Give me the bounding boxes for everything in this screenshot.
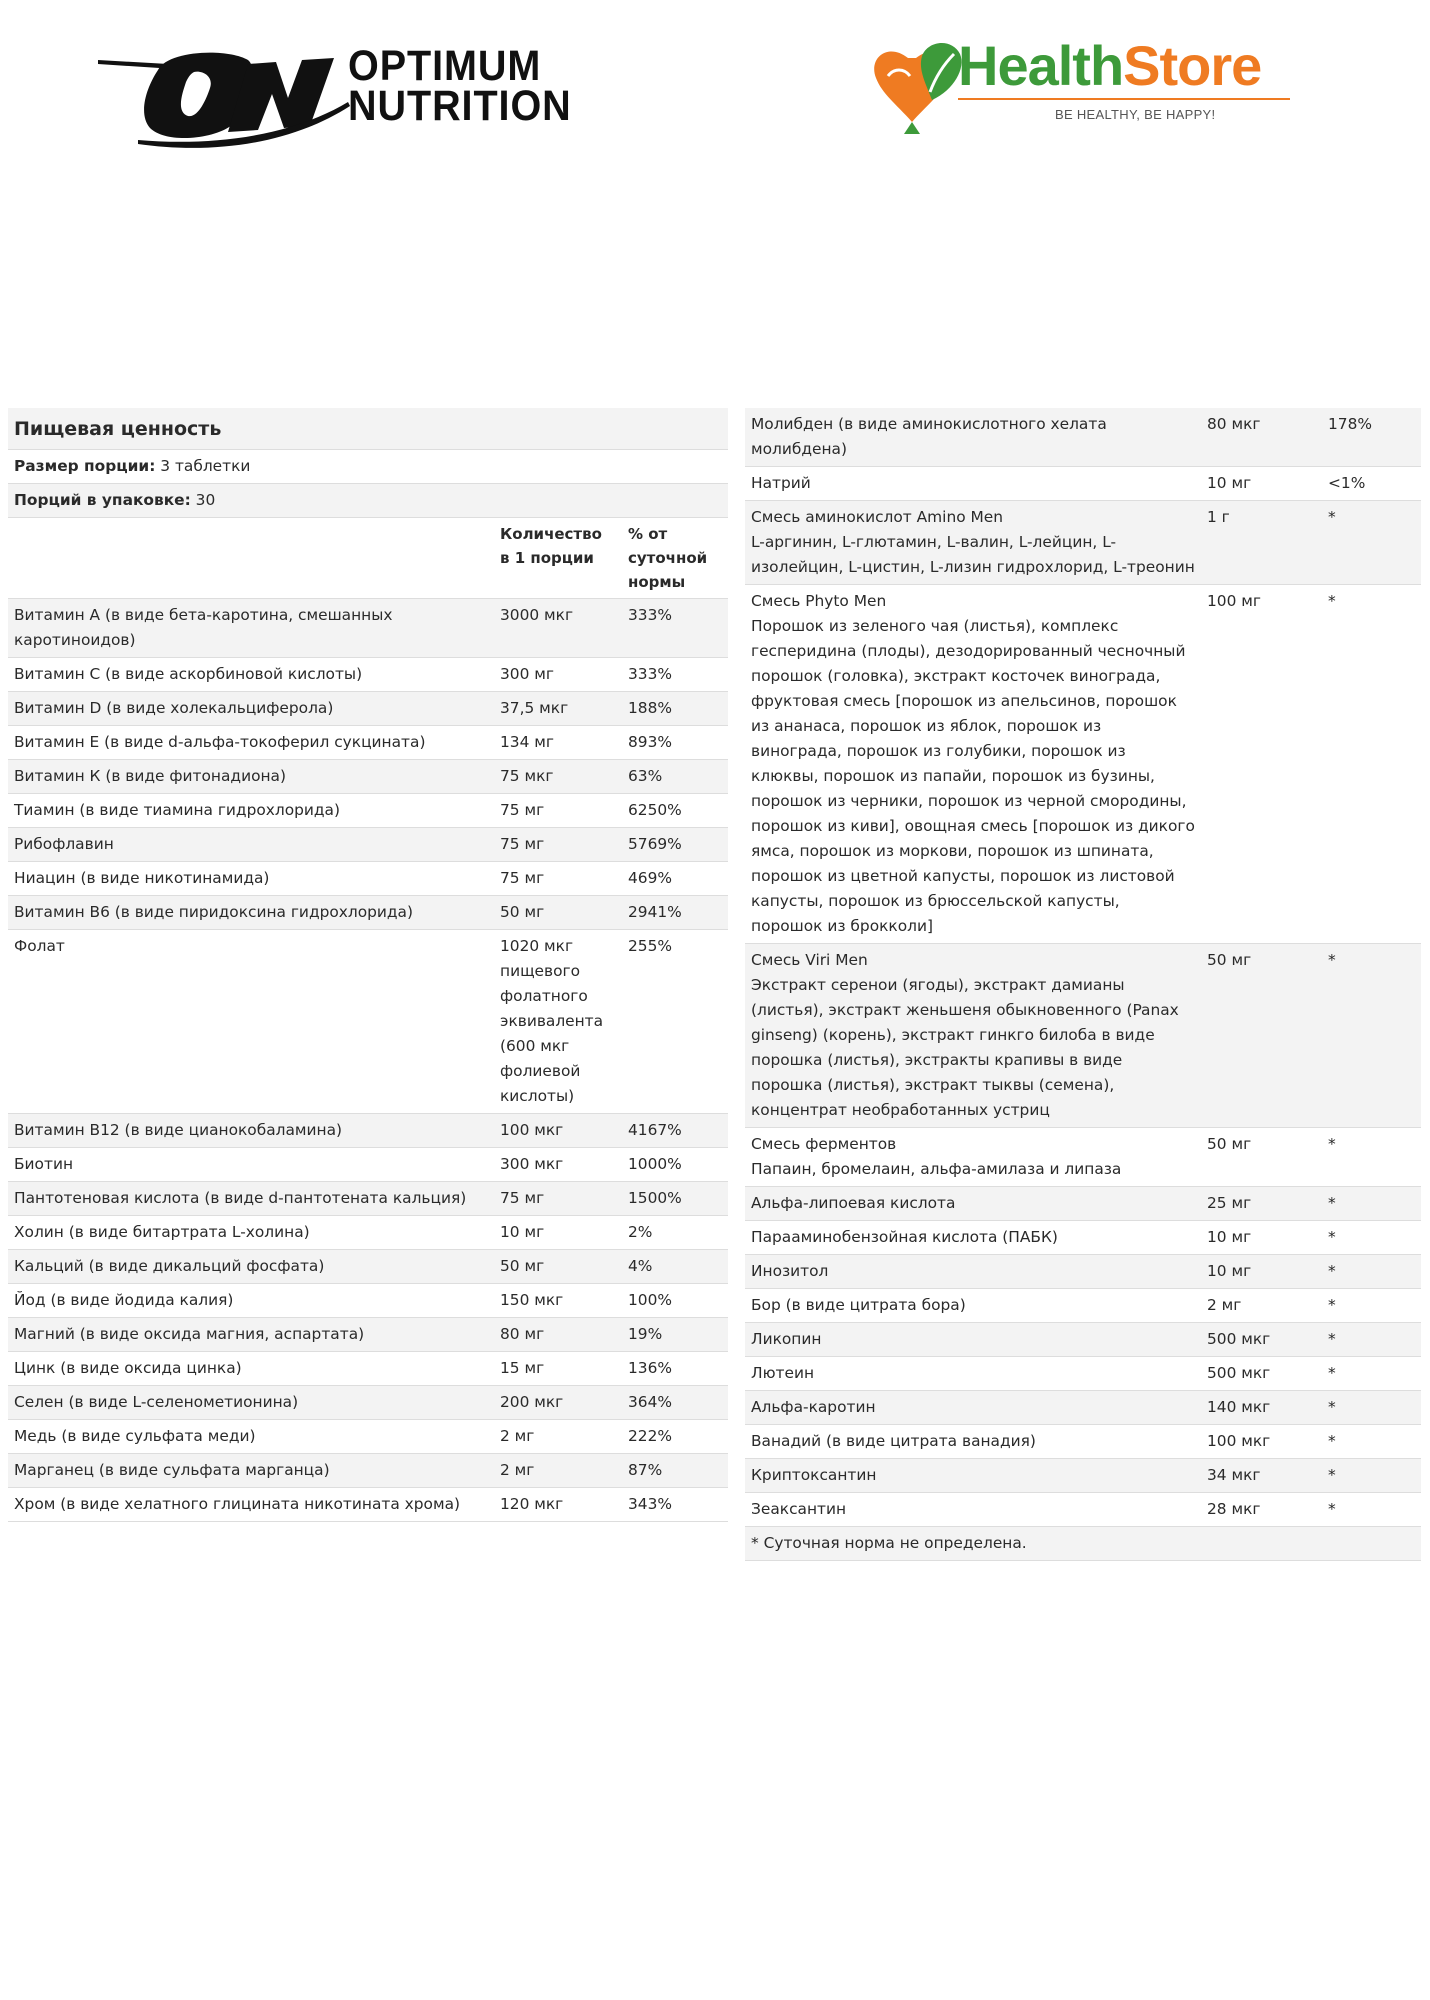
healthstore-wordmark <box>958 34 1261 98</box>
nutrient-amount: 75 мг <box>494 1182 622 1216</box>
nutrient-amount: 50 мг <box>1201 944 1322 1128</box>
nutrient-daily-value: 4% <box>622 1250 728 1284</box>
nutrient-amount: 50 мг <box>1201 1128 1322 1187</box>
nutrient-daily-value: * <box>1322 1357 1421 1391</box>
nutrient-row <box>8 862 728 896</box>
nutrient-amount: 1 г <box>1201 501 1322 585</box>
footnote: * Суточная норма не определена. <box>745 1527 1421 1561</box>
nutrient-row <box>8 1216 728 1250</box>
nutrient-detail: Порошок из зеленого чая (листья), комплекс гесперидина (плоды), дезодорированный чесночный порошок (головка), экстракт косточек винограда, фруктовая смесь [порошок из апельсинов, порошок из ананаса, порошок из яблок, порошок из винограда, порошок из голубики, порошок из клюквы, порошок из папайи, порошок из бузины, порошок из черники, порошок из черной смородины, порошок из киви], овощная смесь [порошок из дикого ямса, порошок из моркови, порошок из шпината, порошок из цветной капусты, порошок из листовой капусты, порошок из брюссельской капусты, порошок из брокколи] <box>751 617 1195 935</box>
nutrient-amount: 200 мкг <box>494 1386 622 1420</box>
healthstore-tagline: BE HEALTHY, BE HAPPY! <box>1055 107 1216 122</box>
nutrient-name: Зеаксантин <box>751 1500 847 1518</box>
nutrient-amount: 120 мкг <box>494 1488 622 1522</box>
nutrient-amount: 150 мкг <box>494 1284 622 1318</box>
nutrient-name-cell <box>745 1221 1201 1255</box>
nutrient-name-cell <box>745 1425 1201 1459</box>
nutrient-amount: 2 мг <box>494 1420 622 1454</box>
nutrient-name-cell <box>8 1114 494 1148</box>
nutrient-amount: 500 мкг <box>1201 1323 1322 1357</box>
nutrient-name: Витамин С (в виде аскорбиновой кислоты) <box>14 665 363 683</box>
nutrient-name: Витамин А (в виде бета-каротина, смешанных каротиноидов) <box>14 606 393 649</box>
nutrient-name-cell <box>8 1318 494 1352</box>
nutrient-row <box>8 1420 728 1454</box>
nutrient-name: Кальций (в виде дикальций фосфата) <box>14 1257 325 1275</box>
nutrient-daily-value: * <box>1322 1493 1421 1527</box>
nutrient-daily-value: 2% <box>622 1216 728 1250</box>
nutrient-daily-value: 333% <box>622 658 728 692</box>
nutrient-name-cell <box>745 1323 1201 1357</box>
nutrient-daily-value: 333% <box>622 599 728 658</box>
nutrient-name-cell <box>745 1493 1201 1527</box>
nutrient-daily-value: * <box>1322 1459 1421 1493</box>
nutrient-name: Рибофлавин <box>14 835 114 853</box>
nutrient-amount: 37,5 мкг <box>494 692 622 726</box>
nutrient-name-cell <box>745 467 1201 501</box>
nutrient-amount: 100 мкг <box>1201 1425 1322 1459</box>
nutrient-name: Медь (в виде сульфата меди) <box>14 1427 256 1445</box>
nutrient-name-cell <box>8 1284 494 1318</box>
nutrient-row <box>745 1391 1421 1425</box>
nutrient-row <box>745 1459 1421 1493</box>
nutrient-row <box>8 1284 728 1318</box>
nutrient-amount: 500 мкг <box>1201 1357 1322 1391</box>
nutrient-row <box>745 1357 1421 1391</box>
nutrient-name: Бор (в виде цитрата бора) <box>751 1296 966 1314</box>
nutrient-name-cell <box>8 862 494 896</box>
footnote-row <box>745 1527 1421 1561</box>
nutrient-amount: 140 мкг <box>1201 1391 1322 1425</box>
nutrient-name: Альфа-каротин <box>751 1398 876 1416</box>
nutrient-name: Лютеин <box>751 1364 815 1382</box>
nutrient-daily-value: * <box>1322 1187 1421 1221</box>
nutrition-table-left <box>8 408 728 1522</box>
nutrient-detail: Экстракт серенои (ягоды), экстракт дамианы (листья), экстракт женьшеня обыкновенного (Panax ginseng) (корень), экстракт гинкго билоба в виде порошка (листья), экстракты крапивы в виде порошка (листья), экстракт тыквы (семена), концентрат необработанных устриц <box>751 976 1179 1119</box>
nutrient-row <box>8 726 728 760</box>
nutrient-amount: 1020 мкг пищевого фолатного эквивалента (600 мкг фолиевой кислоты) <box>494 930 622 1114</box>
nutrient-name-cell <box>8 1420 494 1454</box>
nutrient-name: Инозитол <box>751 1262 829 1280</box>
nutrient-row <box>745 1187 1421 1221</box>
nutrient-row <box>745 501 1421 585</box>
nutrient-amount: 75 мкг <box>494 760 622 794</box>
nutrient-amount: 300 мкг <box>494 1148 622 1182</box>
nutrient-amount: 28 мкг <box>1201 1493 1322 1527</box>
nutrient-name: Парааминобензойная кислота (ПАБК) <box>751 1228 1058 1246</box>
nutrient-row <box>745 467 1421 501</box>
nutrient-row <box>8 599 728 658</box>
nutrient-daily-value: 2941% <box>622 896 728 930</box>
nutrient-name: Хром (в виде хелатного глицината никотината хрома) <box>14 1495 461 1513</box>
nutrient-name-cell <box>8 726 494 760</box>
nutrient-name: Холин (в виде битартрата L-холина) <box>14 1223 310 1241</box>
nutrient-row <box>8 828 728 862</box>
nutrient-name-cell <box>8 1250 494 1284</box>
nutrient-amount: 2 мг <box>1201 1289 1322 1323</box>
nutrient-daily-value: <1% <box>1322 467 1421 501</box>
nutrient-row <box>8 1250 728 1284</box>
nutrient-name-cell <box>8 1148 494 1182</box>
servings-per-container: Порций в упаковке: 30 <box>8 484 728 518</box>
nutrient-name: Тиамин (в виде тиамина гидрохлорида) <box>14 801 340 819</box>
nutrient-amount: 34 мкг <box>1201 1459 1322 1493</box>
nutrient-daily-value: 63% <box>622 760 728 794</box>
nutrient-name-cell <box>8 896 494 930</box>
nutrient-daily-value: 469% <box>622 862 728 896</box>
nutrient-name-cell <box>8 692 494 726</box>
nutrient-row <box>8 658 728 692</box>
nutrient-daily-value: 4167% <box>622 1114 728 1148</box>
optimum-nutrition-wordmark: OPTIMUM NUTRITION <box>348 42 572 130</box>
nutrient-name: Витамин D (в виде холекальциферола) <box>14 699 334 717</box>
nutrition-title-row <box>8 408 728 450</box>
nutrient-name-cell <box>745 1391 1201 1425</box>
nutrient-amount: 300 мг <box>494 658 622 692</box>
nutrient-row <box>8 930 728 1114</box>
nutrient-name: Фолат <box>14 937 65 955</box>
nutrition-table-right <box>745 408 1421 1561</box>
nutrient-daily-value: * <box>1322 944 1421 1128</box>
nutrient-daily-value: 1000% <box>622 1148 728 1182</box>
nutrient-row <box>8 692 728 726</box>
nutrient-row <box>745 944 1421 1128</box>
healthstore-word-health: Health <box>958 34 1124 97</box>
nutrient-row <box>8 1386 728 1420</box>
nutrient-name: Цинк (в виде оксида цинка) <box>14 1359 242 1377</box>
nutrient-amount: 10 мг <box>1201 1221 1322 1255</box>
nutrient-amount: 2 мг <box>494 1454 622 1488</box>
nutrient-name-cell <box>8 1352 494 1386</box>
nutrient-daily-value: * <box>1322 1323 1421 1357</box>
nutrient-daily-value: 364% <box>622 1386 728 1420</box>
nutrient-amount: 134 мг <box>494 726 622 760</box>
nutrient-amount: 50 мг <box>494 1250 622 1284</box>
nutrient-name: Витамин В12 (в виде цианокобаламина) <box>14 1121 343 1139</box>
nutrient-name-cell <box>8 658 494 692</box>
nutrient-row <box>8 1182 728 1216</box>
nutrient-name-cell <box>745 408 1201 467</box>
serving-size: Размер порции: 3 таблетки <box>8 450 728 484</box>
nutrient-name-cell <box>8 1454 494 1488</box>
nutrient-daily-value: 1500% <box>622 1182 728 1216</box>
column-header-amount: Количество в 1 порции <box>494 518 622 599</box>
nutrient-name: Витамин К (в виде фитонадиона) <box>14 767 286 785</box>
nutrient-amount: 10 мг <box>1201 1255 1322 1289</box>
nutrient-amount: 100 мг <box>1201 585 1322 944</box>
nutrient-daily-value: 5769% <box>622 828 728 862</box>
nutrient-name: Смесь Phyto Men <box>751 592 887 610</box>
nutrient-name: Смесь аминокислот Amino Men <box>751 508 1004 526</box>
nutrient-name-cell <box>745 1357 1201 1391</box>
nutrient-daily-value: * <box>1322 501 1421 585</box>
nutrient-name: Смесь Viri Men <box>751 951 868 969</box>
nutrient-name-cell <box>745 1128 1201 1187</box>
nutrient-daily-value: * <box>1322 1221 1421 1255</box>
nutrient-row <box>745 585 1421 944</box>
header <box>0 0 1430 150</box>
nutrient-amount: 100 мкг <box>494 1114 622 1148</box>
nutrient-name: Биотин <box>14 1155 74 1173</box>
nutrient-daily-value: 178% <box>1322 408 1421 467</box>
nutrient-name: Пантотеновая кислота (в виде d-пантотената кальция) <box>14 1189 467 1207</box>
nutrient-amount: 25 мг <box>1201 1187 1322 1221</box>
servings-per-container-row <box>8 484 728 518</box>
nutrient-amount: 10 мг <box>1201 467 1322 501</box>
nutrient-row <box>745 1221 1421 1255</box>
nutrient-name: Йод (в виде йодида калия) <box>14 1291 234 1309</box>
nutrient-name: Альфа-липоевая кислота <box>751 1194 956 1212</box>
serving-size-row <box>8 450 728 484</box>
nutrient-amount: 15 мг <box>494 1352 622 1386</box>
nutrient-name-cell <box>745 944 1201 1128</box>
nutrient-row <box>745 1323 1421 1357</box>
nutrient-name: Молибден (в виде аминокислотного хелата молибдена) <box>751 415 1107 458</box>
column-header-row <box>8 518 728 599</box>
nutrient-daily-value: 6250% <box>622 794 728 828</box>
nutrient-daily-value: * <box>1322 1391 1421 1425</box>
nutrient-daily-value: * <box>1322 1425 1421 1459</box>
nutrient-detail: Папаин, бромелаин, альфа-амилаза и липаза <box>751 1160 1122 1178</box>
column-header-dv: % от суточной нормы <box>622 518 728 599</box>
nutrient-name: Селен (в виде L-селенометионина) <box>14 1393 299 1411</box>
nutrient-amount: 80 мкг <box>1201 408 1322 467</box>
nutrient-name-cell <box>8 1216 494 1250</box>
nutrient-name-cell <box>8 794 494 828</box>
nutrient-row <box>8 1114 728 1148</box>
nutrient-daily-value: * <box>1322 1128 1421 1187</box>
nutrient-name-cell <box>745 1187 1201 1221</box>
nutrient-name: Криптоксантин <box>751 1466 877 1484</box>
nutrient-amount: 75 мг <box>494 828 622 862</box>
nutrient-daily-value: 19% <box>622 1318 728 1352</box>
nutrient-name-cell <box>8 1182 494 1216</box>
nutrient-row <box>8 1352 728 1386</box>
nutrient-detail: L-аргинин, L-глютамин, L-валин, L-лейцин, L-изолейцин, L-цистин, L-лизин гидрохлорид, L-треонин <box>751 533 1195 576</box>
nutrient-name-cell <box>745 585 1201 944</box>
nutrition-title: Пищевая ценность <box>8 408 728 450</box>
nutrient-daily-value: 222% <box>622 1420 728 1454</box>
nutrient-name: Натрий <box>751 474 811 492</box>
nutrient-amount: 10 мг <box>494 1216 622 1250</box>
nutrient-name-cell <box>8 599 494 658</box>
nutrient-amount: 75 мг <box>494 794 622 828</box>
healthstore-underline <box>958 98 1290 100</box>
healthstore-word-store: Store <box>1123 34 1262 97</box>
nutrient-name: Ванадий (в виде цитрата ванадия) <box>751 1432 1036 1450</box>
nutrient-name-cell <box>745 501 1201 585</box>
nutrient-row <box>8 1454 728 1488</box>
nutrient-amount: 50 мг <box>494 896 622 930</box>
nutrient-daily-value: * <box>1322 585 1421 944</box>
nutrient-amount: 3000 мкг <box>494 599 622 658</box>
nutrient-name: Ниацин (в виде никотинамида) <box>14 869 270 887</box>
nutrient-name-cell <box>745 1255 1201 1289</box>
nutrient-daily-value: 136% <box>622 1352 728 1386</box>
nutrient-name: Смесь ферментов <box>751 1135 897 1153</box>
nutrient-name-cell <box>8 1488 494 1522</box>
nutrient-daily-value: * <box>1322 1289 1421 1323</box>
nutrient-daily-value: 255% <box>622 930 728 1114</box>
nutrient-row <box>745 1255 1421 1289</box>
nutrient-daily-value: 100% <box>622 1284 728 1318</box>
nutrient-amount: 75 мг <box>494 862 622 896</box>
nutrient-name-cell <box>8 1386 494 1420</box>
nutrient-daily-value: 893% <box>622 726 728 760</box>
nutrient-daily-value: 87% <box>622 1454 728 1488</box>
nutrient-daily-value: * <box>1322 1255 1421 1289</box>
nutrient-name: Витамин В6 (в виде пиридоксина гидрохлорида) <box>14 903 413 921</box>
nutrient-name-cell <box>8 760 494 794</box>
nutrient-name-cell <box>745 1459 1201 1493</box>
nutrient-name-cell <box>745 1289 1201 1323</box>
nutrient-name: Витамин Е (в виде d-альфа-токоферил сукцината) <box>14 733 426 751</box>
nutrient-daily-value: 343% <box>622 1488 728 1522</box>
nutrient-row <box>8 1148 728 1182</box>
nutrient-name: Ликопин <box>751 1330 822 1348</box>
nutrient-amount: 80 мг <box>494 1318 622 1352</box>
nutrient-row <box>8 794 728 828</box>
nutrient-name: Марганец (в виде сульфата марганца) <box>14 1461 330 1479</box>
nutrient-name-cell <box>8 930 494 1114</box>
nutrient-row <box>745 1289 1421 1323</box>
nutrient-row <box>8 896 728 930</box>
nutrient-row <box>745 1493 1421 1527</box>
nutrient-row <box>745 1425 1421 1459</box>
nutrient-row <box>745 1128 1421 1187</box>
nutrient-name: Магний (в виде оксида магния, аспартата) <box>14 1325 365 1343</box>
nutrient-daily-value: 188% <box>622 692 728 726</box>
nutrient-name-cell <box>8 828 494 862</box>
nutrient-row <box>8 1318 728 1352</box>
nutrient-row <box>745 408 1421 467</box>
nutrient-row <box>8 1488 728 1522</box>
nutrient-row <box>8 760 728 794</box>
